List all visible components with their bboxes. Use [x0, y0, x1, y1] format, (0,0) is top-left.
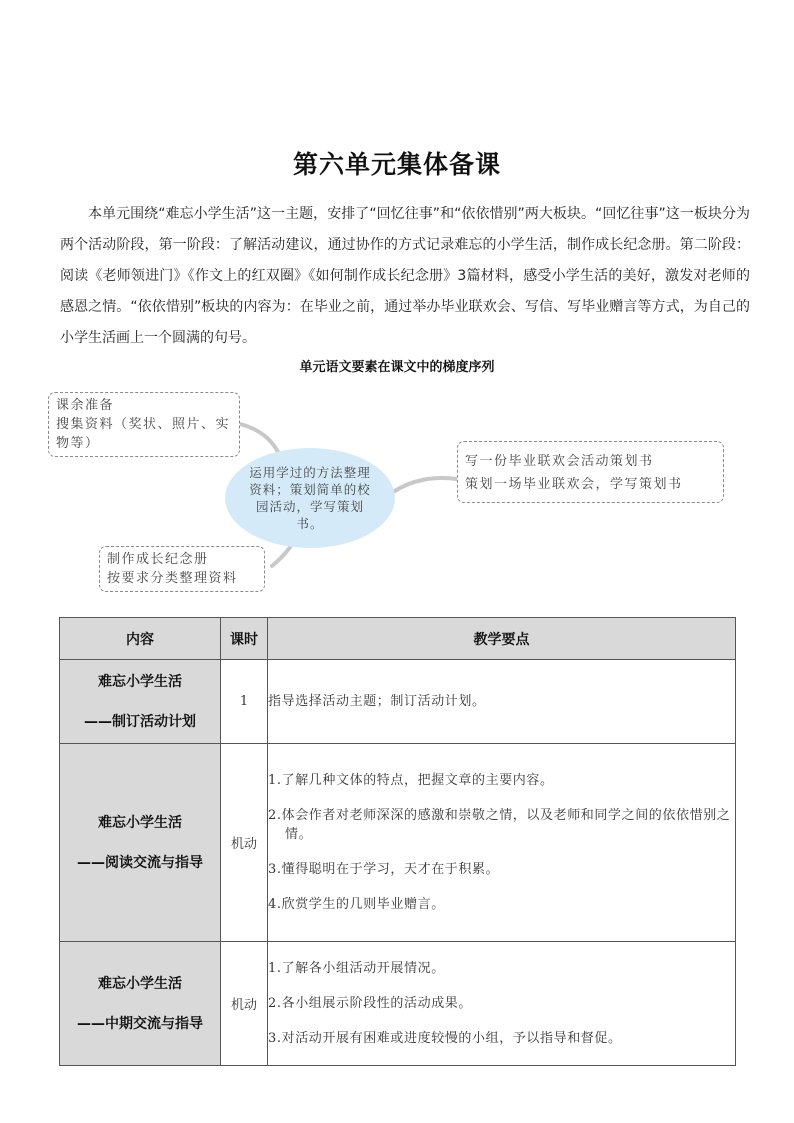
row-hours: 机动: [221, 942, 268, 1066]
key-point: 1.了解各小组活动开展情况。: [268, 961, 445, 976]
unit-intro-paragraph: 本单元围绕“难忘小学生活”这一主题，安排了“回忆往事”和“依依惜别”两大板块。“回忆往事”这一板块分为两个活动阶段，第一阶段：了解活动建议，通过协作的方式记录难忘的小学生活，制作成长纪念册。第二阶段：阅读《老师领进门》《作文上的红双圈》《如何制作成长纪念册》3篇材料，感受小学生活的美好，激发对老师的感恩之情。“依依惜别”板块的内容为：在毕业之前，通过举办毕业联欢会、写信、写毕业赠言等方式，为自己的小学生活画上一个圆满的句号。: [60, 206, 750, 346]
key-point: 4.欣赏学生的几则毕业赠言。: [268, 897, 445, 912]
key-point: 指导选择活动主题；制订活动计划。: [268, 694, 486, 709]
node-line: 写一份毕业联欢会活动策划书: [465, 454, 654, 469]
column-header-hours: 课时: [221, 618, 268, 660]
key-point: 3.对活动开展有困难或进度较慢的小组，予以指导和督促。: [268, 1031, 622, 1046]
row-content: [60, 744, 221, 942]
content-title: 难忘小学生活: [98, 814, 182, 831]
mindmap-node-planning: [457, 441, 724, 503]
row-key-points: [268, 942, 736, 1066]
content-subtitle: ——阅读交流与指导: [77, 854, 203, 871]
mindmap-center-node: 运用学过的方法整理资料；策划简单的校园活动，学写策划书。: [225, 448, 395, 548]
row-key-points: [268, 660, 736, 744]
connector-right: [393, 478, 457, 492]
table-row: [60, 744, 736, 942]
mindmap-node-preparation: [48, 392, 240, 457]
row-hours: 机动: [221, 744, 268, 942]
row-content: [60, 942, 221, 1066]
column-header-key-points: 教学要点: [268, 618, 736, 660]
key-point: 3.懂得聪明在于学习，天才在于积累。: [268, 862, 500, 877]
node-line: 搜集资料（奖状、照片、实物等）: [56, 417, 231, 451]
mind-map: [0, 380, 794, 610]
node-line: 策划一场毕业联欢会，学写策划书: [465, 477, 683, 492]
content-subtitle: ——中期交流与指导: [77, 1015, 203, 1032]
mindmap-title: 单元语文要素在课文中的梯度序列: [299, 360, 495, 375]
row-hours: 1: [221, 660, 268, 744]
key-point: 1.了解几种文体的特点，把握文章的主要内容。: [268, 773, 554, 788]
column-header-content: 内容: [60, 618, 221, 660]
mindmap-node-memorial-book: [99, 546, 265, 592]
node-line: 按要求分类整理资料: [107, 571, 238, 586]
node-line: 制作成长纪念册: [107, 552, 209, 567]
page-title: 第六单元集体备课: [292, 150, 501, 179]
node-line: 课余准备: [56, 398, 115, 413]
table-row: [60, 660, 736, 744]
table-header-row: [60, 618, 736, 660]
teaching-plan-table: [59, 617, 736, 1066]
row-key-points: [268, 744, 736, 942]
table-row: [60, 942, 736, 1066]
content-title: 难忘小学生活: [98, 975, 182, 992]
content-subtitle: ——制订活动计划: [84, 713, 196, 730]
key-point: 2.各小组展示阶段性的活动成果。: [268, 996, 473, 1011]
content-title: 难忘小学生活: [98, 673, 182, 690]
key-point: 2.体会作者对老师深深的感激和崇敬之情，以及老师和同学之间的依依惜别之情。: [268, 808, 731, 842]
row-content: [60, 660, 221, 744]
